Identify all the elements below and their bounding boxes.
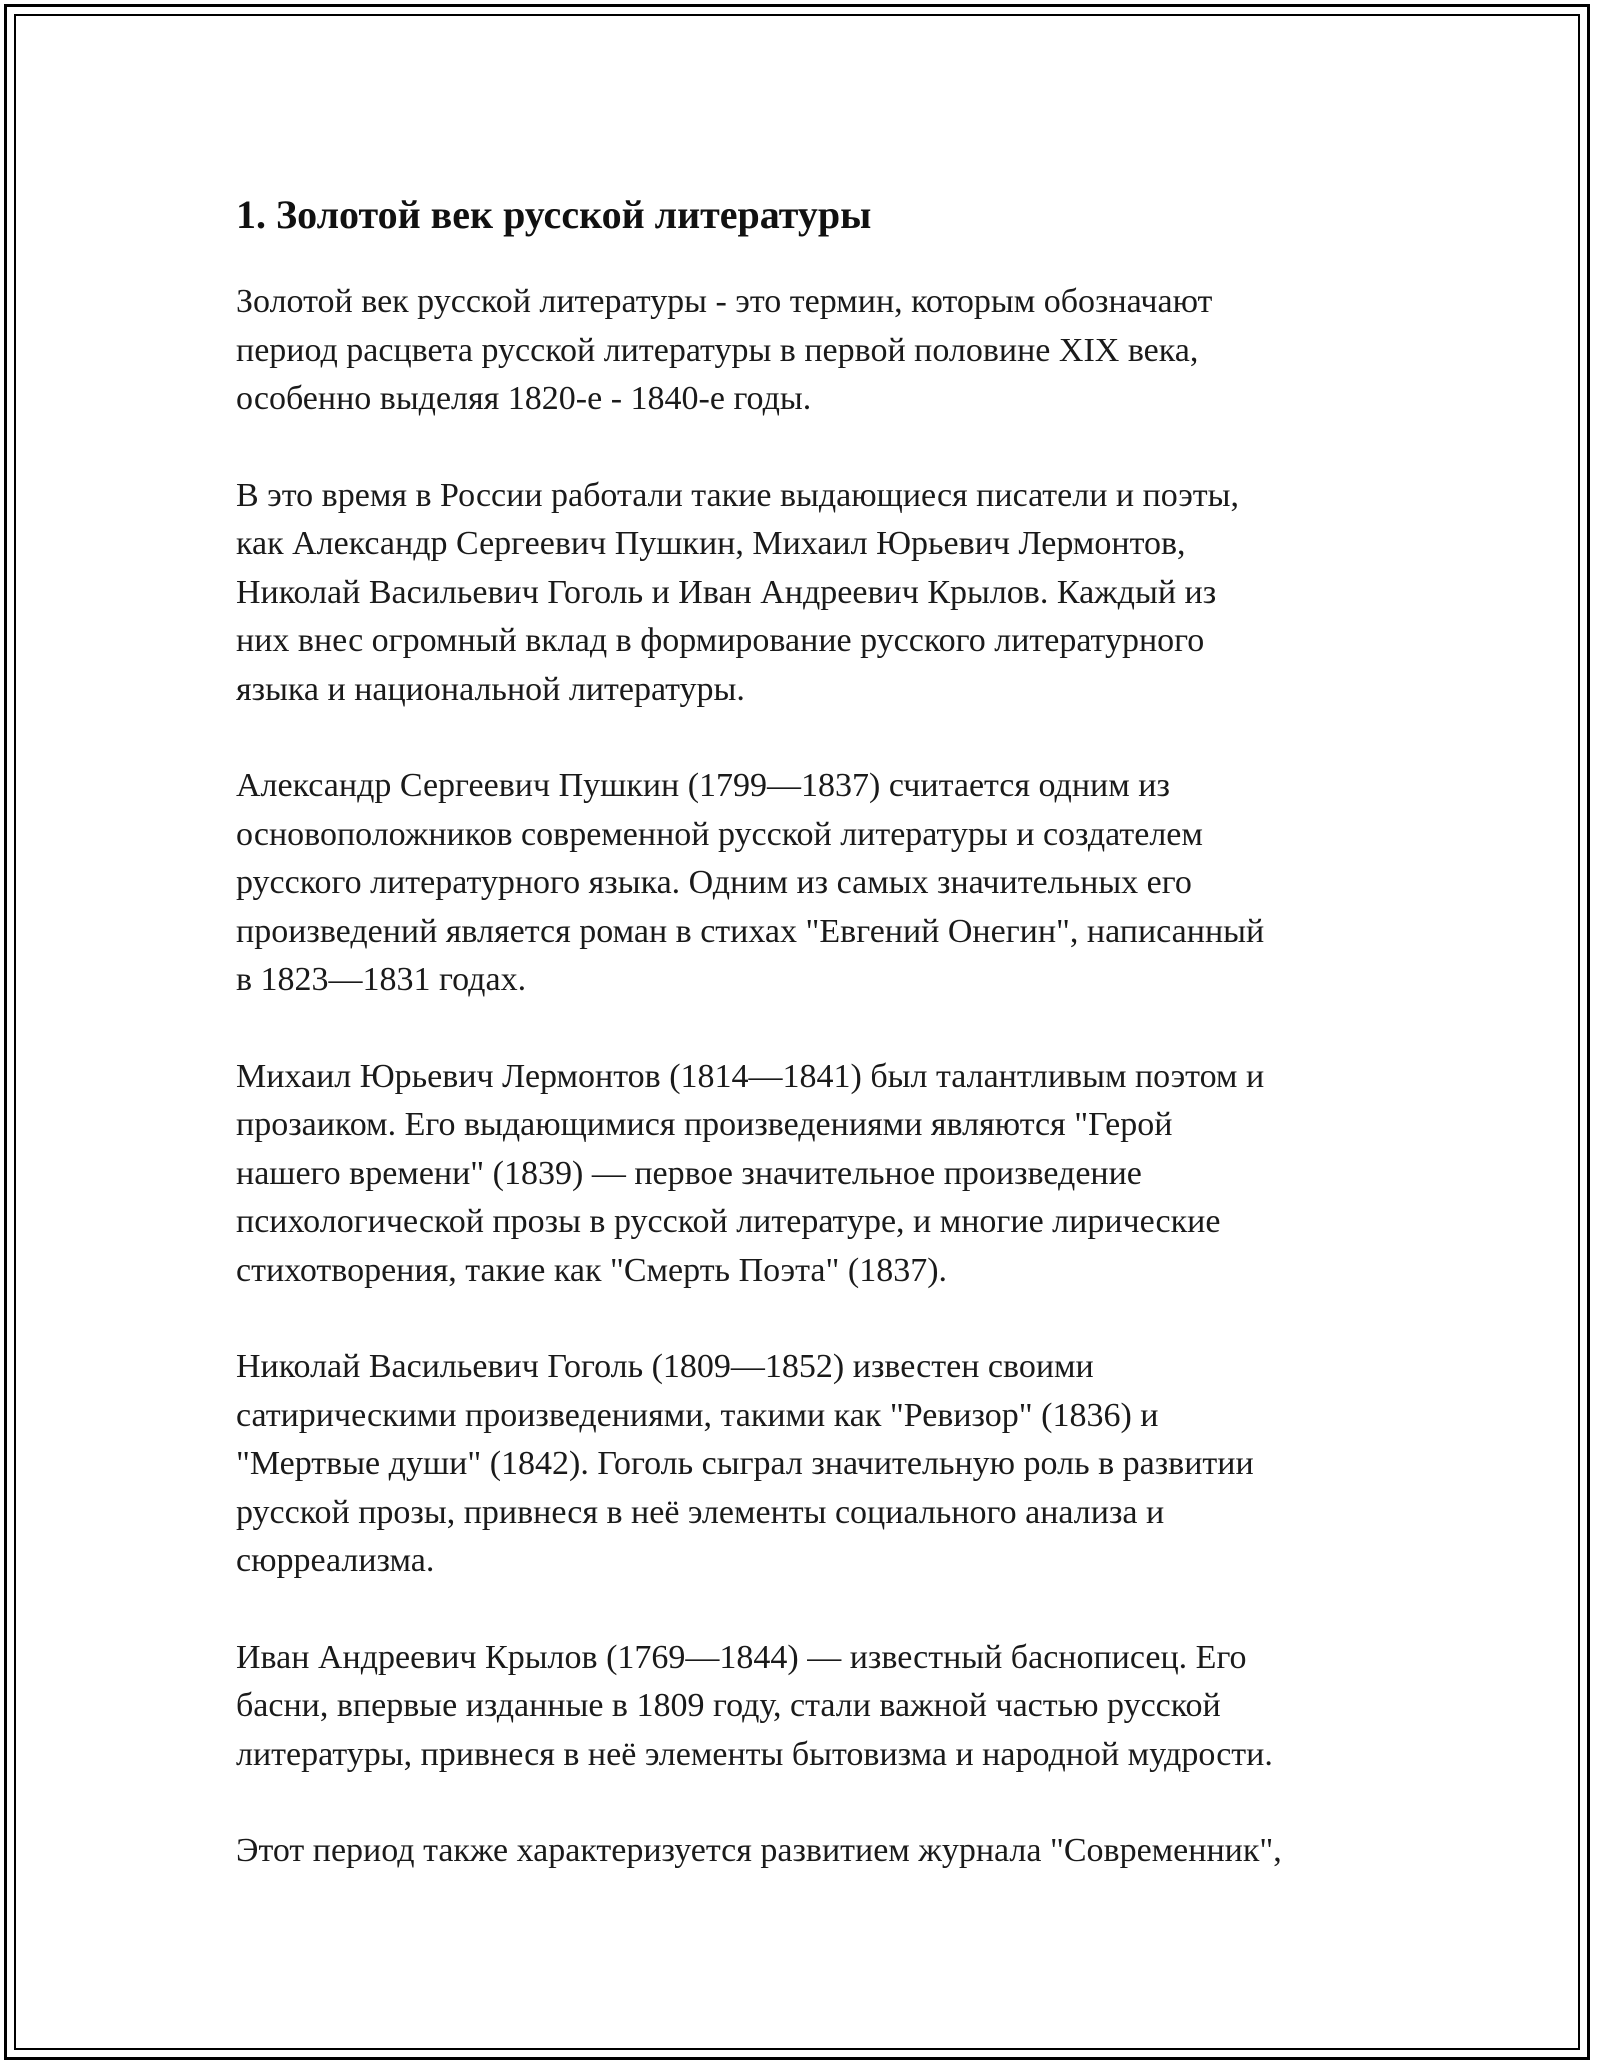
paragraph-gogol — [236, 1343, 1376, 1586]
text-line: нашего времени" (1839) — первое значительное произведение — [236, 1154, 1142, 1192]
text-line: Александр Сергеевич Пушкин (1799—1837) считается одним из — [236, 767, 1170, 804]
text-line: русского литературного языка. Одним из самых значительных его — [236, 864, 1192, 901]
text-line: как Александр Сергеевич Пушкин, Михаил Юрьевич Лермонтов, — [236, 525, 1186, 562]
text-line: произведений является роман в стихах "Евгений Онегин", написанный — [236, 912, 1265, 950]
text-line: "Мертвые души" (1842). Гоголь сыграл значительную роль в развитии — [236, 1445, 1254, 1482]
text-line: Золотой век русской литературы - это термин, которым обозначают — [236, 283, 1213, 320]
text-line: психологической прозы в русской литературе, и многие лирические — [236, 1203, 1221, 1240]
text-line: Николай Васильевич Гоголь и Иван Андреевич Крылов. Каждый из — [236, 573, 1217, 611]
text-line: басни, впервые изданные в 1809 году, стали важной частью русской — [236, 1687, 1221, 1724]
text-line: Михаил Юрьевич Лермонтов (1814—1841) был талантливым поэтом и — [236, 1057, 1265, 1095]
paragraph-definition — [236, 278, 1376, 424]
paragraph-lermontov — [236, 1053, 1376, 1296]
text-line: прозаиком. Его выдающимися произведениями являются "Герой — [236, 1106, 1173, 1143]
text-line: сатирическими произведениями, такими как "Ревизор" (1836) и — [236, 1396, 1159, 1434]
text-line: сюрреализма. — [236, 1542, 435, 1579]
text-line: стихотворения, такие как "Смерть Поэта" (1837). — [236, 1251, 948, 1289]
document-body — [236, 180, 1376, 1924]
section-heading: 1. Золотой век русской литературы — [236, 192, 872, 237]
paragraph-writers — [236, 472, 1376, 715]
text-line: Николай Васильевич Гоголь (1809—1852) известен своими — [236, 1348, 1094, 1385]
paragraph-sovremennik — [236, 1827, 1376, 1876]
text-line: основоположников современной русской литературы и создателем — [236, 815, 1203, 853]
text-line: Этот период также характеризуется развитием журнала "Современник", — [236, 1832, 1282, 1869]
text-line: Иван Андреевич Крылов (1769—1844) — известный баснописец. Его — [236, 1638, 1247, 1676]
text-line: В это время в России работали такие выдающиеся писатели и поэты, — [236, 476, 1239, 514]
text-line: них внес огромный вклад в формирование русского литературного — [236, 622, 1205, 659]
text-line: русской прозы, привнеся в неё элементы социального анализа и — [236, 1493, 1165, 1531]
text-line: литературы, привнеся в неё элементы бытовизма и народной мудрости. — [236, 1735, 1273, 1773]
text-line: в 1823—1831 годах. — [236, 961, 527, 998]
text-line: языка и национальной литературы. — [236, 670, 745, 708]
paragraph-pushkin — [236, 762, 1376, 1005]
text-line: период расцвета русской литературы в первой половине XIX века, — [236, 331, 1199, 369]
text-line: особенно выделяя 1820-е - 1840-е годы. — [236, 380, 812, 417]
paragraph-krylov — [236, 1634, 1376, 1780]
